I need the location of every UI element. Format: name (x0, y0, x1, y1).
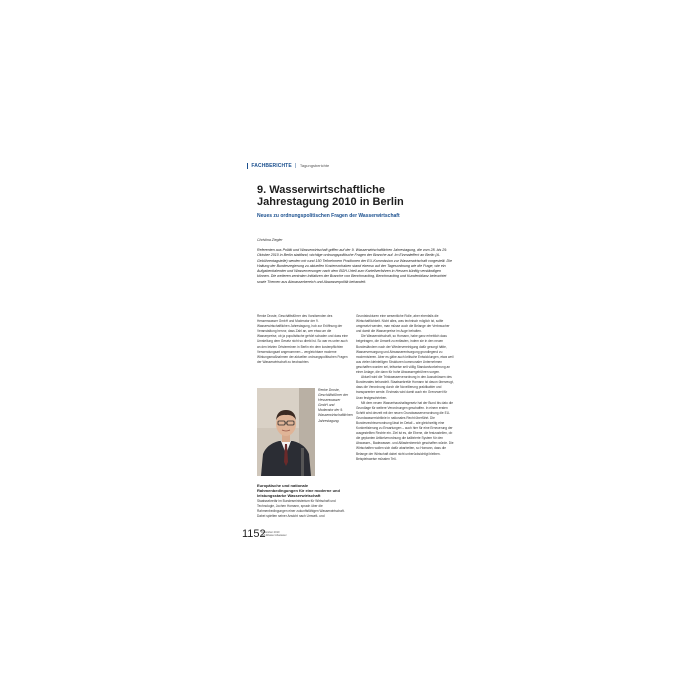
photo-caption: Renke Droste, Geschäftsführer der Hessenwasser GmbH und Moderator der 9. Wasserwirtschaftlichen Jahrestagung. (318, 388, 353, 423)
paragraph: Grundstrukturen eine wesentliche Rolle, aber ebenfalls die Wirtschaftlichkeit. Nicht alles, was technisch möglich ist, sollte umgesetzt werden, man müsse auch die Belange der Verbraucher und damit die Wasserpreise im Auge behalten. (356, 314, 450, 334)
section-label: FACHBERICHTE (251, 163, 292, 169)
section-subheading: Europäische und nationale Rahmenbedingungen für eine moderne und leistungsstarke Wasserwirtschaft (257, 483, 340, 499)
paragraph: Mit dem neuen Wasserhaushaltsgesetz hat der Bund bis dato die Grundlage für weitere Verordnungen geschaffen. In einem ersten Schritt wird derzeit mit der neuen Grundwasserverordnung die EU-Grundwasserrichtlinie in nationales Recht überführt. Die Bundesrechtsverordnung lässt im Detail – wie gleichzeitig eine Konkretisierung zu Erwartungen – auch hier für eine Erneuerung der ausgestellten Rechte ein. Ziel ist es, die Ebene, die festzustellen, ob die geplanten Artikelverordnung die kalibrierte System für den Abwasser-, Badewasser- und Altlastenbereich geschaffen würde. Die Wirtschaften wollen sich dafür abarbeiten, so Homann, dass die Belange der Wirtschaft dabei nicht unberücksichtigt bleiben. Beispielsweise müssten Teil- (356, 400, 454, 461)
issue-info (261, 531, 287, 538)
paragraph: Die Wasserwirtschaft, so Homann, habe ganz erheblich dazu beigetragen, die Umwelt zu entlasten, indem sie in den neuen Bundesländern nach der Wiedervereinigung dafür gesorgt hätte, Wasserversorgung und Abwasserentsorgung grundlegend zu modernisieren. Aber es gäbe auch kritische Entwicklungen, etwa weil aus vielen kleinteiligen Strukturen kommunaler Unternehmen geschaffen worden sei, teilweise seit völlig Standardvorkehrung an einer Anlage, die dann für hohe Abwassergebühren sorgen. (356, 334, 454, 375)
article-title: 9. Wasserwirtschaftliche Jahrestagung 2010 in Berlin (257, 184, 404, 208)
paragraph: Staatssekretär im Bundesministerium für Wirtschaft und Technologie, Jochen Homann, sprach über die Rahmenbedingungen einer zukunftsfähigen Wasserwirtschaft. Dabei spielten seiner Ansicht nach Umwelt- und (257, 499, 345, 519)
journal-name: gwf-Wasser Abwasser (261, 534, 287, 538)
paragraph: Aktuell wird die Trinkwasserverordnung in den Ausschüssen des Bundesrates behandelt. Staatssekretär Homann ist davon überzeugt, dass die Verordnung durch die Novellierung praktikabler und transparenter werde. Erstmals wird damit auch ein Grenzwert für Uran festgeschrieben. (356, 375, 454, 400)
speaker-photo (257, 388, 315, 476)
paragraph: Renke Droste, Geschäftsführer des Vorsitzenden des Hessenwasser GmbH und Moderator der 9. Wasserwirtschaftlichen Jahrestagung, hob zur Eröffnung der Veranstaltung hervor, dass Zahl an, wer etwa um die Wasserpreise, ob ja populistische gehört schaden und dass eine Umstellung dem Gesetz nicht so direkt ist. So war es unter auch an den letzten Ortsterminen in Berlin ein dem kostenpflichten Verwendungsart angenommen – vergleichbare moderne Wirkungsmaßnahmen der aktuellen ordnungspolitischen Fragen der Wasserwirtschaft zu beobachten. (257, 314, 348, 364)
speaker-photo-illustration (257, 388, 315, 476)
section-marker (247, 163, 248, 169)
article-intro: Referenten aus Politik und Wasserwirtschaft griffen auf der 9. Wasserwirtschaftlichen Jahrestagung, die vom 28. bis 29. Oktober 2010 in Berlin stattfand, wichtige ordnungspolitische Fragen der Branche auf. Im Einmaleffect an Berlin (A-Gebührentagstelle) werden mir rund 150 Teilnehmern Positionen der EU-Kommission zur Wasserwirtschaft vorgestellt. Die Haltung der Bundesregierung zu aktuellen Kostenvorhaben stand ebenso auf der Tagesordnung wie die Frage, wie ein Aufgabenkalender und Wasserversorger nach dem BGH-Urteil zum Kartellverfahren in Hessen künftig verständigen können. Die weiteren zentralen Initiativen der Branche von Benchmarking, Benchmarking und Kundenbilanz beleuchtet sowie Themen aus Abwasserbereich und Abwasserpolitik behandelt. (257, 248, 452, 284)
article-author: Christina Ziegler (257, 238, 283, 242)
page-number: 1152 (242, 528, 266, 540)
right-column-text (356, 314, 455, 532)
section-separator: | (295, 163, 297, 169)
issue-date: Dezember 2010 (261, 531, 280, 534)
subsection-label: Tagungsberichte (299, 163, 330, 168)
section-header (247, 162, 456, 170)
magazine-page (243, 160, 456, 556)
left-column-text (257, 314, 350, 384)
article-subtitle: Neues zu ordnungspolitischen Fragen der Wasserwirtschaft (257, 213, 400, 219)
page-footer (242, 528, 287, 544)
